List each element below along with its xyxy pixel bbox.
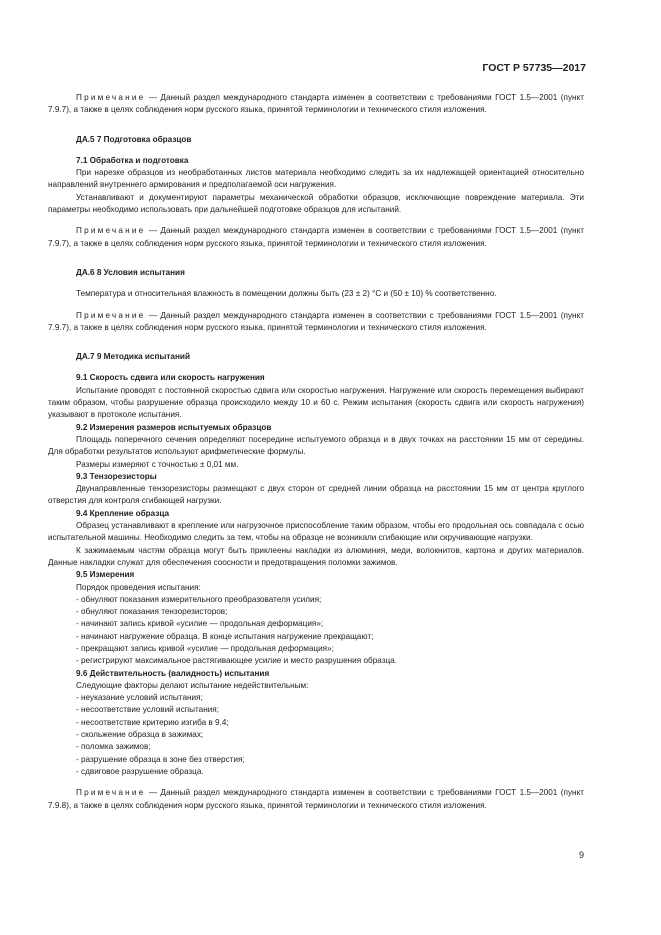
paragraph: Образец устанавливают в крепление или нагрузочное приспособление таким образом, чтобы его продольная ось совпадала с осью испытательной машины. Необходимо следить за тем, чтобы на образце не возникали сгибающие или скручивающие нагрузки. xyxy=(48,521,584,543)
paragraph: При нарезке образцов из необработанных листов материала необходимо следить за их надлежащей ориентацией относительно направлений внутреннего армирования и предполагаемой оси нагружения. xyxy=(48,168,584,190)
note-label: Примечание xyxy=(76,93,146,102)
paragraph: Порядок проведения испытания: xyxy=(76,582,201,592)
list-item: - обнуляют показания измерительного преобразователя усилия; xyxy=(76,594,322,604)
paragraph: Испытание проводят с постоянной скоростью сдвига или скоростью нагружения. Нагружение или скорость перемещения выбирают таким образом, чтобы разрушение образца происходило между 10 и 60 с. Режим испытания (скорость сдвига или скорость нагружения) указывают в протоколе испытания. xyxy=(48,385,584,420)
paragraph: К зажимаемым частям образца могут быть приклеены накладки из алюминия, меди, волокнитов, картона и других материалов. Данные накладки служат для обеспечения соосности и предотвращения поломки зажимов. xyxy=(48,545,584,567)
page-number: 9 xyxy=(578,850,584,860)
list-item: - начинают нагружение образца. В конце испытания нагружение прекращают; xyxy=(76,631,374,641)
page-content xyxy=(48,92,584,812)
list-item: - обнуляют показания тензорезисторов; xyxy=(76,607,228,617)
note-text: — Данный раздел международного стандарта изменен в соответствии с требованиями ГОСТ 1.5—2001 (пункт 7.9.8), а также в целях соблюдения норм русского языка, принятой терминологии и технического стиля изложения. xyxy=(48,788,584,810)
section-title-da7: ДА.7 9 Методика испытаний xyxy=(76,352,190,362)
document-id: ГОСТ Р 57735—2017 xyxy=(482,62,586,74)
paragraph: Устанавливают и документируют параметры механической обработки образцов, исключающие повреждение материала. Эти параметры необходимо использовать при дальнейшей подготовке образцов для испытаний. xyxy=(48,192,584,215)
list-item: - несоответствие критерию изгиба в 9.4; xyxy=(76,717,229,727)
paragraph: Площадь поперечного сечения определяют посередине испытуемого образца и в двух точках на расстоянии 15 мм от середины. Для обработки результатов используют арифметические формулы. xyxy=(48,434,584,457)
subsection-title-9-2: 9.2 Измерения размеров испытуемых образцов xyxy=(76,422,272,432)
list-item: - скольжение образца в зажимах; xyxy=(76,730,204,740)
list-item: - разрушение образца в зоне без отверстия; xyxy=(76,754,245,764)
subsection-title-7-1: 7.1 Обработка и подготовка xyxy=(76,155,189,165)
list-item: - прекращают запись кривой «усилие — продольная деформация»; xyxy=(76,643,334,653)
subsection-title-9-4: 9.4 Крепление образца xyxy=(76,508,170,518)
section-title-da5: ДА.5 7 Подготовка образцов xyxy=(76,134,192,144)
paragraph: Следующие факторы делают испытание недействительным: xyxy=(76,680,309,690)
note-text: — Данный раздел международного стандарта изменен в соответствии с требованиями ГОСТ 1.5—2001 (пункт 7.9.7), а также в целях соблюдения норм русского языка, принятой терминологии и технического стиля изложения. xyxy=(48,93,584,115)
section-title-da6: ДА.6 8 Условия испытания xyxy=(76,267,185,277)
note-label: Примечание xyxy=(76,310,146,320)
note-text: — Данный раздел международного стандарта изменен в соответствии с требованиями ГОСТ 1.5—2001 (пункт 7.9.7), а также в целях соблюдения норм русского языка, принятой терминологии и технического стиля изложения. xyxy=(48,310,584,332)
list-item: - поломка зажимов; xyxy=(76,742,151,752)
note-paragraph xyxy=(48,310,584,335)
list-item: - сдвиговое разрушение образца. xyxy=(76,766,204,776)
subsection-title-9-1: 9.1 Скорость сдвига или скорость нагружения xyxy=(76,373,265,383)
subsection-title-9-5: 9.5 Измерения xyxy=(76,570,135,580)
list-item: - несоответствие условий испытания; xyxy=(76,705,220,715)
paragraph: Двунаправленные тензорезисторы размещают с двух сторон от средней линии образца на расстоянии 15 мм от центра круглого отверстия для контроля сгибающей нагрузки. xyxy=(48,484,584,506)
list-item: - неуказание условий испытания; xyxy=(76,693,203,703)
note-paragraph xyxy=(48,225,584,250)
paragraph: Размеры измеряют с точностью ± 0,01 мм. xyxy=(76,459,239,469)
paragraph: Температура и относительная влажность в помещении должны быть (23 ± 2) °С и (50 ± 10) % соответственно. xyxy=(76,289,497,299)
list-item: - начинают запись кривой «усилие — продольная деформация»; xyxy=(76,619,324,629)
note-label: Примечание xyxy=(76,788,146,798)
subsection-title-9-3: 9.3 Тензорезисторы xyxy=(76,471,157,481)
list-item: - регистрируют максимальное растягивающее усилие и место разрушения образца. xyxy=(76,656,397,666)
subsection-title-9-6: 9.6 Действительность (валидность) испытания xyxy=(76,668,270,678)
note-paragraph xyxy=(48,787,584,812)
note-paragraph xyxy=(48,92,584,117)
note-label: Примечание xyxy=(76,226,146,236)
note-text: — Данный раздел международного стандарта изменен в соответствии с требованиями ГОСТ 1.5—2001 (пункт 7.9.7), а также в целях соблюдения норм русского языка, принятой терминологии и технического стиля изложения. xyxy=(48,226,584,248)
